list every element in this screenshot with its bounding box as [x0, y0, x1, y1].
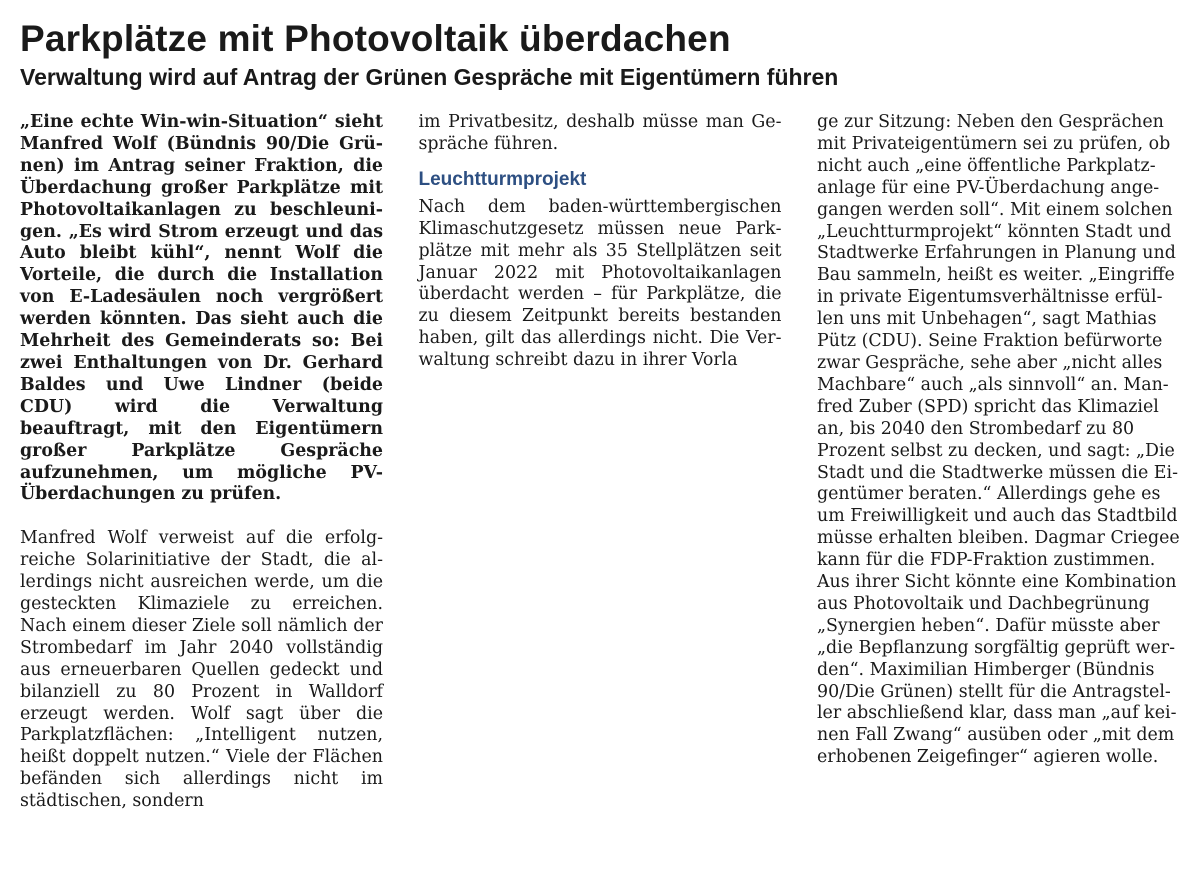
article-lead: „Eine echte Win-win-Situation“ sieht Manfred Wolf (Bündnis 90/Die Grünen) im Antrag seiner Fraktion, die Überdachung großer Parkplätze mit Photovoltaikanlagen zu beschleunigen. „Es wird Strom erzeugt und das Auto bleibt kühl“, nennt Wolf die Vorteile, die durch die Installation von E-Ladesäulen noch vergrößert werden könnten. Das sieht auch die Mehrheit des Gemeinderats so: Bei zwei Enthaltungen von Dr. Gerhard Baldes und Uwe Lindner (beide CDU) wird die Verwaltung beauftragt, mit den Eigentümern großer Parkplätze Gespräche aufzunehmen, um mögliche PV-Überdachungen zu prüfen. [20, 112, 383, 505]
body-paragraph-1-continued: im Privatbesitz, deshalb müsse man Gespräche führen. [418, 112, 782, 154]
paragraph-gap [20, 506, 383, 528]
article-subheadline: Verwaltung wird auf Antrag der Grünen Gespräche mit Eigentümern führen [20, 64, 839, 90]
body-paragraph-1: Manfred Wolf verweist auf die erfolgreiche Solarinitiative der Stadt, die allerdings nicht ausreichen werde, um die gesteckten Klimaziele zu erreichen. Nach einem dieser Ziele soll nämlich der Strombedarf im Jahr 2040 vollständig aus erneuerbaren Quellen gedeckt und bilanziell zu 80 Prozent in Walldorf erzeugt werden. Wolf sagt über die Parkplatzflächen: „Intelligent nutzen, heißt doppelt nutzen.“ Viele der Flächen befänden sich allerdings nicht im städtischen, sondern [20, 528, 383, 812]
column-2 [419, 112, 782, 813]
article-headline: Parkplätze mit Photovoltaik überdachen [20, 18, 731, 59]
column-3 [817, 112, 1180, 813]
body-paragraph-2-continued: ge zur Sitzung: Neben den Gesprächen mit Privateigentümern sei zu prüfen, ob nicht auch „eine öffentliche Parkplatzanlage für eine PV-Überdachung angegangen werden soll“. Mit einem solchen „Leuchtturmprojekt“ könnten Stadt und Stadtwerke Erfahrungen in Planung und Bau sammeln, heißt es weiter. „Eingriffe in private Eigentumsverhältnisse erfüllen uns mit Unbehagen“, sagt Mathias Pütz (CDU). Seine Fraktion befürworte zwar Gespräche, sehe aber „nicht alles Machbare“ auch „als sinnvoll“ an. Manfred Zuber (SPD) spricht das Klimaziel an, bis 2040 den Strombedarf zu 80 Prozent selbst zu decken, und sagt: „Die Stadt und die Stadtwerke müssen die Eigentümer beraten.“ Allerdings gehe es um Freiwilligkeit und auch das Stadtbild müsse erhalten bleiben. Dagmar Criegee kann für die FDP-Fraktion zustimmen. Aus ihrer Sicht könnte eine Kombination aus Photovoltaik und Dachbegrünung „Synergien heben“. Dafür müsste aber „die Bepflanzung sorgfältig geprüft werden“. Maximilian Himberger (Bündnis 90/Die Grünen) stellt für die Antragsteller abschließend klar, dass man „auf keinen Fall Zwang“ ausüben oder „mit dem erhobenen Zeigefinger“ agieren wolle. [817, 112, 1180, 768]
column-1 [20, 112, 383, 813]
article-body [20, 112, 1180, 813]
crosshead-leuchtturmprojekt: Leuchtturmprojekt [418, 168, 587, 190]
body-paragraph-2: Nach dem baden-württembergischen Klimaschutzgesetz müssen neue Parkplätze mit mehr als 35 Stellplätzen seit Januar 2022 mit Photovoltaikanlagen überdacht werden – für Parkplätze, die zu diesem Zeitpunkt bereits bestanden haben, gilt das allerdings nicht. Die Verwaltung schreibt dazu in ihrer Vorla [418, 196, 782, 371]
